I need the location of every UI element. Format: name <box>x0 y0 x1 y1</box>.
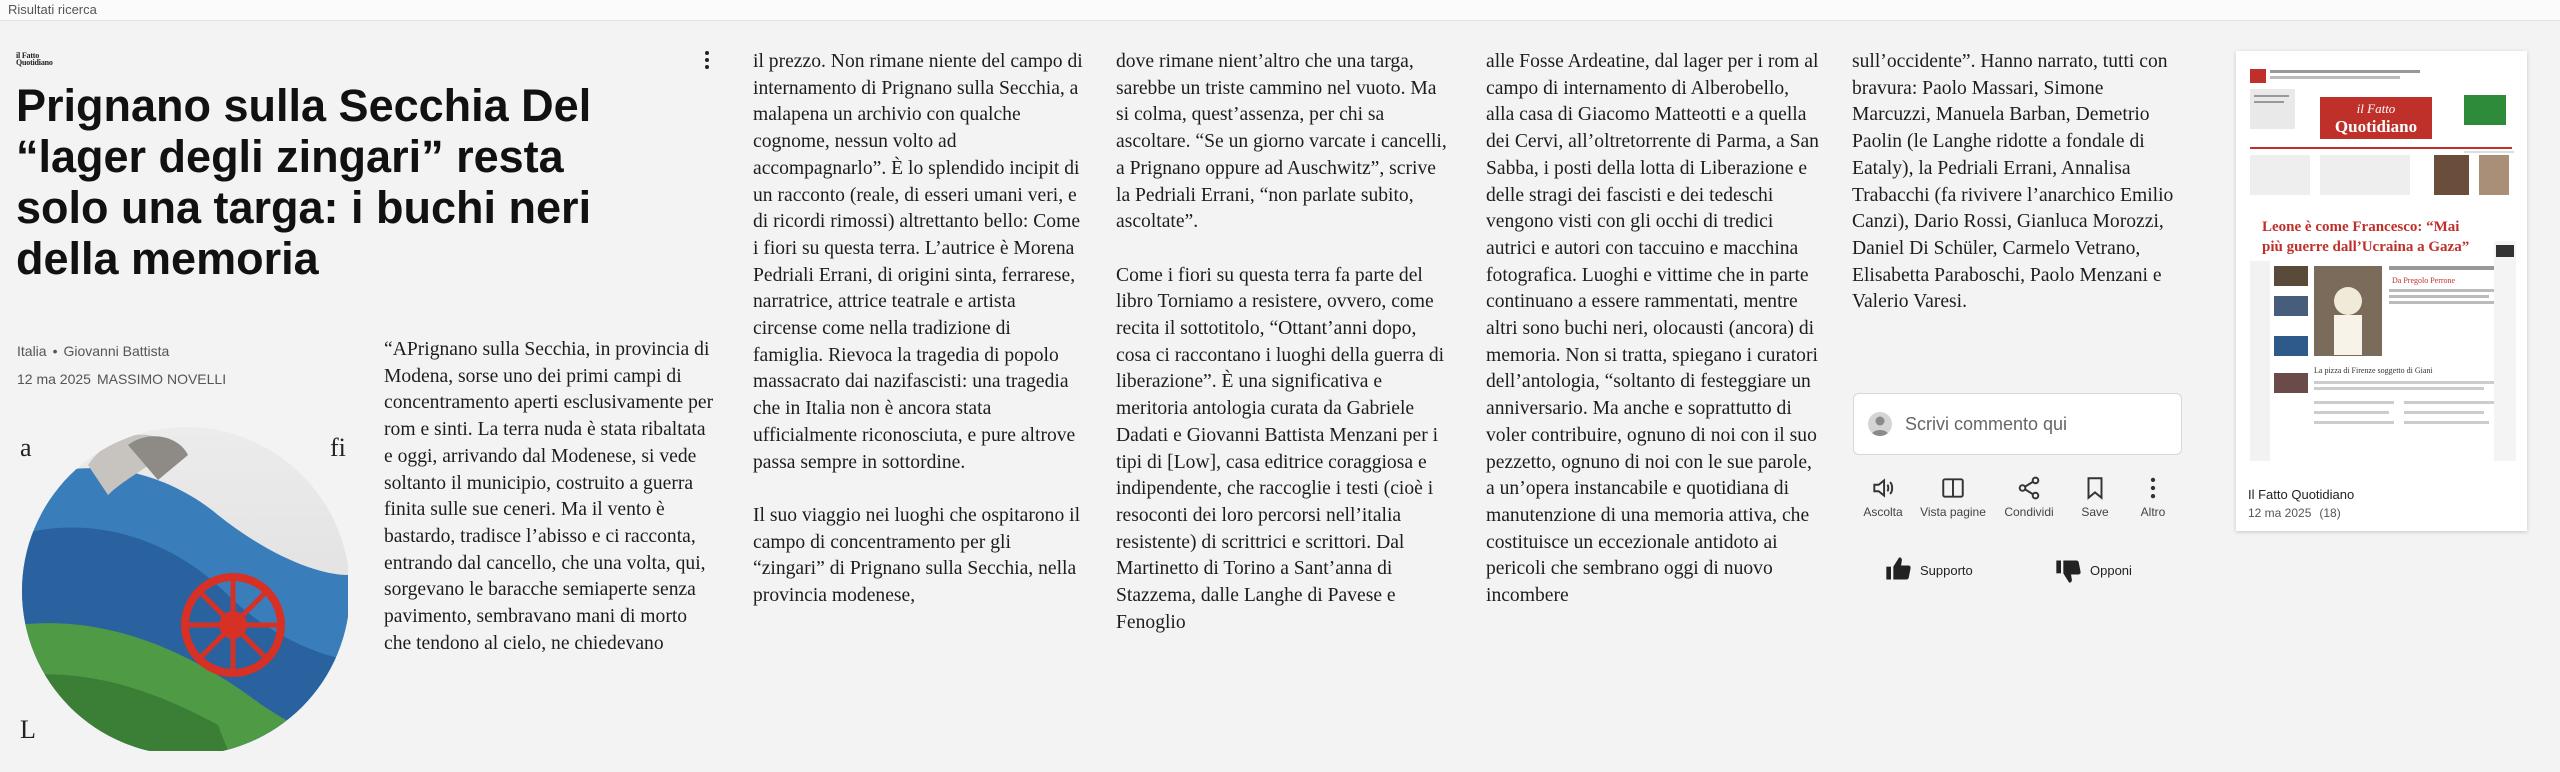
article-column-5 <box>1852 49 2187 316</box>
newspaper-front-page-thumbnail[interactable] <box>2244 61 2519 465</box>
newspaper-date-line <box>2248 506 2341 520</box>
photo-caption-left: a <box>20 433 32 462</box>
open-book-icon <box>1940 475 1966 501</box>
comment-input[interactable] <box>1853 393 2182 455</box>
save-label: Save <box>2081 505 2109 519</box>
thumbs-up-icon <box>1884 555 1912 583</box>
article-paragraph: alle Fosse Ardeatine, dal lager per i rom al campo di internamento di Alberobello, alla casa di Giacomo Matteotti e a quella dei Cervi, all’oltretorrente di Parma, a San Sabba, i posti della lotta di Liberazione e delle stragi dei fascisti e dei tedeschi vengono visti con gli occhi di tredici autrici e autori con taccuino e macchina fotografica. Luoghi e vittime che in parte continuano a essere rammentati, mentre altri sono buchi neri, olocausti (ancora) di memoria. Non si tratta, spiegano i curatori dell’antologia, “soltanto di festeggiare un anniversario. Ma anche e soprattutto di voler contribuire, ognuno di noi con il suo pezzetto, ognuno di noi con le sue parole, a un’opera instancabile e quotidiana di manutenzione di una memoria attiva, che costituisce un eccezionale antidoto ai pericoli che sembrano oggi di nuovo incombere <box>1486 51 1819 607</box>
article-column-4 <box>1486 49 1821 610</box>
share-icon <box>2016 475 2042 501</box>
article-photo <box>18 425 348 751</box>
oppose-button[interactable] <box>2054 555 2174 585</box>
svg-text:il Fatto: il Fatto <box>2356 101 2396 116</box>
user-avatar-icon <box>1868 412 1892 436</box>
article-column-2 <box>753 49 1083 610</box>
more-label: Altro <box>2140 505 2166 519</box>
svg-text:La pizza di Firenze soggetto d: La pizza di Firenze soggetto di Giani <box>2314 366 2433 375</box>
share-button[interactable] <box>1993 475 2065 519</box>
newspaper-name: Il Fatto Quotidiano <box>2248 487 2355 502</box>
article-section[interactable]: Italia <box>17 343 47 359</box>
oppose-label: Opponi <box>2090 563 2132 578</box>
svg-text:Da Pregolo Perrone: Da Pregolo Perrone <box>2392 276 2456 285</box>
logo-line-2: Quotidiano <box>16 58 53 67</box>
more-button[interactable] <box>2117 475 2189 519</box>
article-title: Prignano sulla Secchia Del “lager degli zingari” resta solo una targa: i buchi neri della memoria <box>16 80 592 284</box>
newspaper-date: 12 ma 2025 <box>2248 506 2312 520</box>
listen-label: Ascolta <box>1863 505 1903 519</box>
article-more-menu-icon[interactable] <box>697 48 717 72</box>
logo-line-1: il Fatto <box>16 51 40 60</box>
svg-text:più guerre dall’Ucraina a Gaza: più guerre dall’Ucraina a Gaza” <box>2262 239 2470 255</box>
article-action-bar <box>1853 475 2183 525</box>
svg-text:Leone è come Francesco: “Mai: Leone è come Francesco: “Mai <box>2262 219 2460 235</box>
support-button[interactable] <box>1884 555 2004 585</box>
page-view-button[interactable] <box>1917 475 1989 519</box>
comment-placeholder: Scrivi commento qui <box>1905 414 2068 434</box>
article-paragraph: dove rimane nient’altro che una targa, sarebbe un triste cammino nel vuoto. Ma si colma, quest’assenza, per chi sa ascoltare. “Se un giorno varcate i cancelli, a Prignano oppure ad Auschwitz”, scrive la Pedriali Errani, “non parlate subito, ascoltate”. <box>1116 51 1447 233</box>
svg-text:Quotidiano: Quotidiano <box>2334 117 2418 136</box>
article-column-3 <box>1116 49 1451 636</box>
source-logo <box>16 51 53 68</box>
article-paragraph: sull’occidente”. Hanno narrato, tutti con bravura: Paolo Massari, Simone Marcuzzi, Manuela Barban, Demetrio Paolin (le Langhe ridotte a fondale di Eataly), la Pedriali Errani, Annalisa Trabacchi (fa rivivere l’anarchico Emilio Canzi), Dario Rossi, Gianluca Morozzi, Daniel Di Schüler, Carmelo Vetrano, Elisabetta Paraboschi, Paolo Menzani e Valerio Varesi. <box>1852 51 2174 313</box>
article-author: MASSIMO NOVELLI <box>96 371 227 387</box>
speaker-icon <box>1870 475 1896 501</box>
page-view-label: Vista pagine <box>1920 505 1986 519</box>
support-label: Supporto <box>1920 563 1973 578</box>
photo-caption-bottom: L <box>20 715 36 744</box>
more-vertical-icon <box>2140 475 2166 501</box>
article-column-1 <box>384 337 714 657</box>
bookmark-icon <box>2082 475 2108 501</box>
share-label: Condividi <box>2004 505 2054 519</box>
thumbs-down-icon <box>2054 557 2082 585</box>
window-title: Risultati ricerca <box>8 2 97 17</box>
article-paragraph: il prezzo. Non rimane niente del campo di internamento di Prignano sulla Secchia, a malapena un archivio con qualche cognome, nessun volto ad accompagnarlo”. È lo splendido incipit di un racconto (reale, di esseri umani veri, e di ricordi rimossi) altrettanto bello: Come i fiori su questa terra. L’autrice è Morena Pedriali Errani, di origini sinta, ferrarese, narratrice, attrice teatrale e artista circense come nella tradizione di famiglia. Rievoca la tragedia di popolo massacrato dai nazifascisti: una tragedia che in Italia non è ancora stata ufficialmente riconosciuta, e pure altrove passa sempre in sottordine. <box>753 51 1083 473</box>
article-paragraph: Il suo viaggio nei luoghi che ospitarono il campo di concentramento per gli “zingari” di Prignano sulla Secchia, nella provincia modenese, <box>753 504 1081 607</box>
listen-button[interactable] <box>1847 475 1919 519</box>
newspaper-page-count: (18) <box>2319 506 2341 520</box>
article-category-line: Italia • Giovanni Battista <box>17 343 170 359</box>
article-paragraph: Come i fiori su questa terra fa parte del libro Torniamo a resistere, ovvero, come recita il sottotitolo, “Ottant’anni dopo, cosa ci raccontano i luoghi della guerra di liberazione”. È una significativa e meritoria antologia curata da Gabriele Dadati e Giovanni Battista Menzani per i tipi di [Low], casa editrice coraggiosa e indipendente, che raccoglie i testi (cioè i resoconti dei loro percorsi nell’italia resistente) di scrittrici e scrittori. Dal Martinetto di Torino a Sant’anna di Stazzema, dalle Langhe di Pavese e Fenoglio <box>1116 264 1445 633</box>
newspaper-card[interactable] <box>2236 51 2527 531</box>
photo-caption-right: fi <box>330 433 346 462</box>
article-paragraph: “APrignano sulla Secchia, in provincia di Modena, sorse uno dei primi campi di concentramento aperti esclusivamente per rom e sinti. La terra nuda è stata ribaltata e oggi, arrivando dal Modenese, si vede soltanto il municipio, costruito a guerra finita sulle sue ceneri. Ma il vento è bastardo, tradisce l’abisso e ci racconta, entrando dal cancello, che una volta, qui, sorgevano le baracche semiaperte senza pavimento, sembravano mani di morto che tendono al cielo, ne chiedevano <box>384 339 714 654</box>
article-byline <box>17 371 226 387</box>
article-date: 12 ma 2025 <box>17 371 91 387</box>
window-titlebar <box>0 0 2560 21</box>
article-tag[interactable]: Giovanni Battista <box>63 343 170 359</box>
